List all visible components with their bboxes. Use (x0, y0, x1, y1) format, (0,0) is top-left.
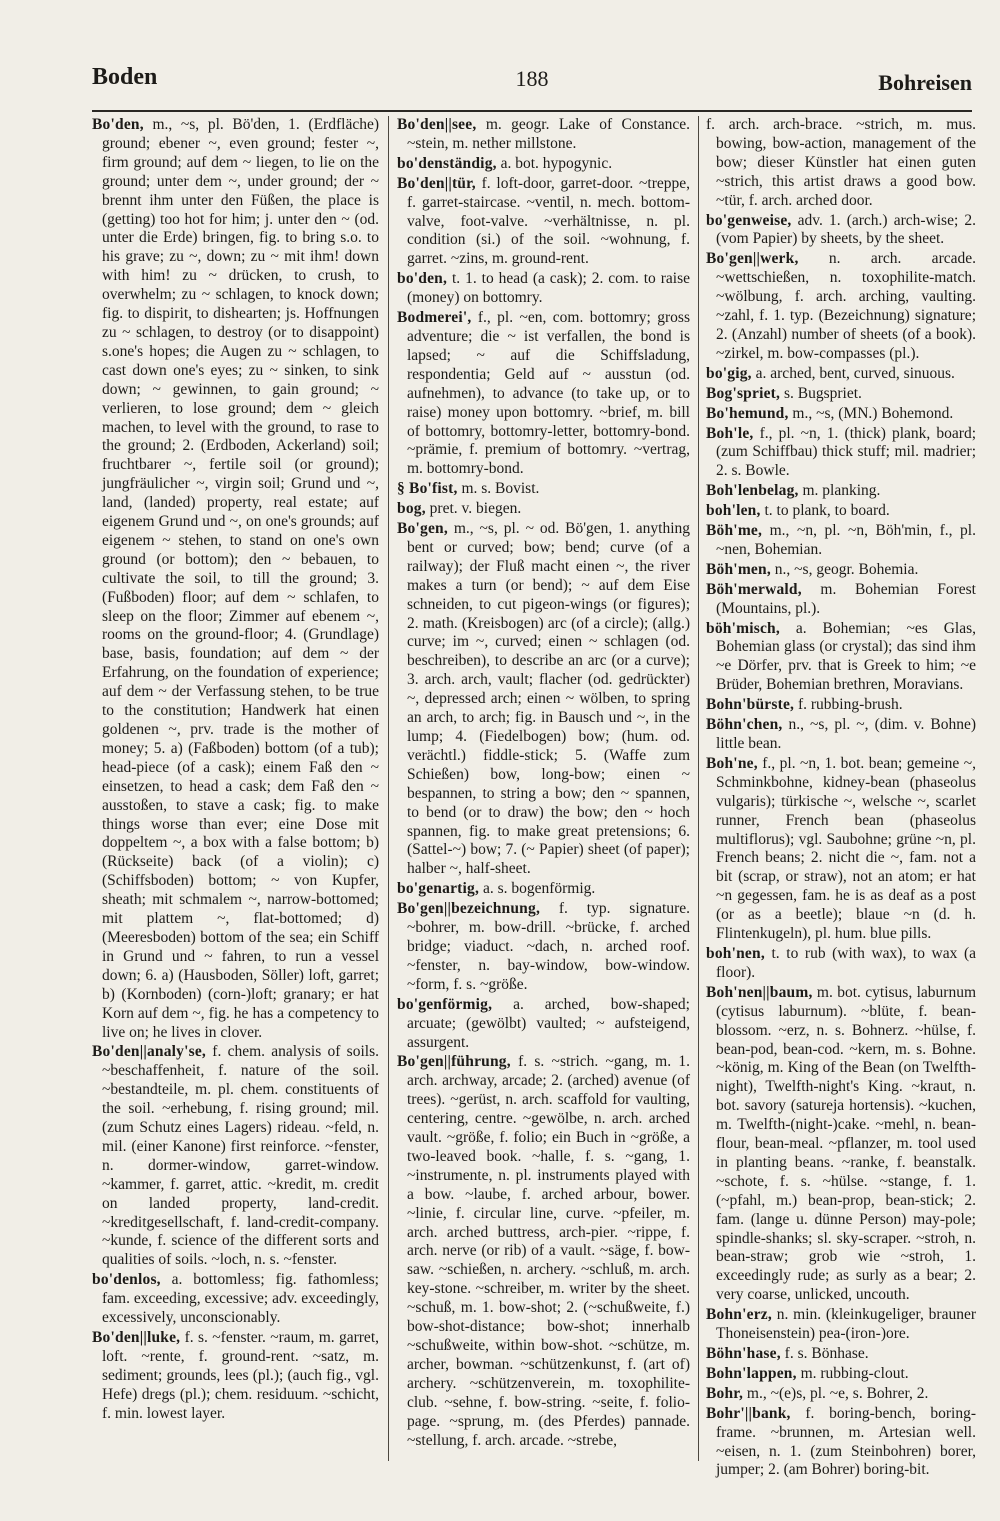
dictionary-entry (706, 1306, 976, 1344)
dictionary-entry (397, 996, 690, 1053)
dictionary-entry (706, 945, 976, 983)
entry-headword: Bohr, (706, 1384, 744, 1402)
dictionary-entry (92, 1329, 379, 1424)
dictionary-entry (92, 1271, 379, 1328)
entry-headword: boh'nen, (706, 944, 765, 962)
entry-definition: pret. v. biegen. (425, 500, 522, 518)
entry-headword: § Bo'fist, (397, 480, 458, 498)
entry-definition: f. s. Bönhase. (780, 1345, 869, 1362)
entry-definition: f. rubbing-brush. (794, 696, 903, 714)
entry-headword: Bo'den||see, (397, 116, 477, 133)
column-2 (397, 116, 690, 1461)
dictionary-entry (706, 250, 976, 363)
entry-headword: Bog'spriet, (706, 384, 781, 402)
dictionary-entry (706, 502, 976, 521)
page-header (92, 64, 972, 104)
dictionary-entry (706, 425, 976, 482)
entry-definition: m. Bohemian Forest (Mountains, pl.). (716, 580, 976, 617)
dictionary-entry (706, 482, 976, 501)
entry-definition: m. rubbing-clout. (796, 1364, 909, 1382)
entry-headword: bo'gig, (706, 364, 752, 382)
dictionary-entry (706, 1365, 976, 1384)
entry-definition: m., ~s, pl. ~ od. Bö'gen, 1. anything bent or curved; bow; bend; curve (of a railway); der Fluß macht einen ~, the river makes a turn (or bend); ~ auf dem Eise schneiden, to cut pigeon-wings (or figures); 2. math. (Kreisbogen) arc (of a circle); (allg.) curve; im ~, curved; einen ~ schlagen (od. beschreiben), to describe an arc (or a curve); 3. arch. arch, vault; flacher (od. gedrückter) ~, depressed arch; einen ~ wölben, to spring an arch, to arch; fig. in Bausch und ~, in the lump; 4. (Fiedelbogen) bow; (hum. od. verächtl.) fiddle-stick; 5. (Waffe zum Schießen) bow, long-bow; einen ~ bespannen, to string a bow; den ~ spannen, to bend (or to draw) the bow; den ~ hoch spannen, fig. to make great pretensions; 6. (Sattel-~) bow; 7. (~ Papier) sheet (of paper); halber ~, half-sheet. (407, 520, 690, 878)
entry-headword: Bo'den||tür, (397, 174, 476, 192)
dictionary-entry (397, 155, 690, 174)
entry-definition: a. arched, bent, curved, sinuous. (751, 364, 955, 382)
entry-headword: Boh'ne, (706, 754, 758, 772)
entry-headword: böh'misch, (706, 619, 780, 637)
dictionary-entry (706, 522, 976, 560)
entry-headword: bo'denständig, (397, 154, 497, 172)
dictionary-entry (397, 175, 690, 270)
entry-definition: f. boring-bench, boring-frame. ~brunnen, m. Artesian well. ~eisen, n. 1. (zum Steinbohren) borer, jumper; 2. (am Bohrer) boring-bit. (716, 1404, 976, 1479)
entry-definition: m. bot. cytisus, laburnum (cytisus laburnum). ~blüte, f. bean-blossom. ~erz, n. s. Bohnerz. ~hülse, f. bean-pod, bean-cod. ~kern, m. s. Bohne. ~könig, m. King of the Bean (on Twelfth-night), Twelfth-night's King. ~kraut, n. bot. savory (satureja hortensis). ~kuchen, m. Twelfth-(night-)cake. ~mehl, n. bean-flour, bean-meal. ~pflanzer, m. tool used in planting beans. ~ranke, f. beanstalk. ~schote, f. s. ~hülse. ~stange, f. 1. (~pfahl, m.) bean-prop, bean-stick; 2. fam. (lange u. dünne Person) may-pole; spindle-shanks; sl. sky-scraper. ~stroh, n. bean-straw; grob wie ~stroh, 1. exceedingly rude; as surly as a bear; 2. very coarse, unlicked, uncouth. (716, 983, 976, 1304)
entry-definition: n. arch. arcade. ~wettschießen, n. toxophilite-match. ~wölbung, f. arch. arching, vaulting. ~zahl, f. 1. typ. (Bezeichnung) signature; 2. (Anzahl) number of sheets (of a book). ~zirkel, m. bow-compasses (pl.). (716, 250, 976, 362)
dictionary-entry (397, 480, 690, 499)
entry-headword: bo'genweise, (706, 211, 792, 229)
entry-headword: Bo'den||analy'se, (92, 1043, 207, 1061)
dictionary-entry (397, 500, 690, 519)
dictionary-entry (706, 581, 976, 619)
dictionary-entry (706, 696, 976, 715)
entry-definition: m., ~(e)s, pl. ~e, s. Bohrer, 2. (743, 1384, 929, 1402)
entry-definition: f. loft-door, garret-door. ~treppe, f. garret-staircase. ~ventil, n. mech. bottom-valve, foot-valve. ~verhältnisse, n. pl. condition (si.) of the soil. ~wohnung, f. garret. ~zins, m. ground-rent. (407, 174, 690, 268)
entry-definition: adv. 1. (arch.) arch-wise; 2. (vom Papier) by sheets, by the sheet. (716, 211, 976, 248)
dictionary-entry (706, 716, 976, 754)
entry-headword: Bodmerei', (397, 309, 472, 327)
dictionary-entry (706, 405, 976, 424)
entry-headword: Boh'le, (706, 424, 754, 442)
entry-definition: t. to rub (with wax), to wax (a floor). (716, 944, 976, 981)
dictionary-entry (397, 270, 690, 308)
dictionary-entry (706, 620, 976, 696)
entry-headword: Bo'den||luke, (92, 1329, 181, 1346)
entry-headword: Böh'men, (706, 560, 771, 578)
entry-headword: boh'len, (706, 502, 761, 520)
entry-headword: bo'denlos, (92, 1271, 161, 1289)
entry-headword: Boh'lenbelag, (706, 482, 799, 500)
running-head-left: Boden (92, 64, 158, 90)
entry-headword: bo'den, (397, 270, 448, 288)
entry-definition: f. s. ~strich. ~gang, m. 1. arch. archway, arcade; 2. (arched) avenue (of trees). ~gerüst, n. arch. scaffold for vaulting, centering, centre. ~gewölbe, n. arch. arched vault. ~größe, f. folio; ein Buch in ~größe, a two-leaved book. ~halle, f. s. ~gang, 1. ~instrumente, n. pl. instruments played with a bow. ~laube, f. arched arbour, bower. ~linie, f. circular line, curve. ~pfeiler, m. arch. arched buttress, arch-pier. ~rippe, f. arch. nerve (or rib) of a vault. ~säge, f. bow-saw. ~schießen, n. archery. ~schluß, m. arch. key-stone. ~schreiber, m. writer by the sheet. ~schuß, m. 1. bow-shot; 2. (~schußweite, f.) bow-shot-distance; bow-shot; innerhalb ~schußweite, within bow-shot. ~schütze, m. archer, bowman. ~schützenkunst, f. (art of) archery. ~schützenverein, m. toxophilite-club. ~sehne, f. bow-string. ~seite, f. folio-page. ~sprung, m. (des Pferdes) pannade. ~stellung, f. arch. arcade. ~strebe, (407, 1053, 690, 1449)
entry-headword: Boh'nen||baum, (706, 983, 813, 1001)
entry-definition: f., pl. ~n, 1. (thick) plank, board; (zum Schiffbau) thick stuff; mil. madrier; 2. s. Bowle. (716, 424, 976, 480)
entry-headword: Bohr'||bank, (706, 1404, 791, 1422)
page-number: 188 (515, 66, 549, 91)
entry-headword: Böhn'chen, (706, 716, 783, 734)
dictionary-entry (706, 116, 976, 211)
entry-definition: f., pl. ~en, com. bottomry; gross adventure; die ~ ist verfallen, the bond is lapsed; ~ auf die Schiffsladung, respondentia; Geld auf ~ ausstun (od. aufnehmen), to advance (to take up, or to raise) money upon bottomry. ~brief, m. bill of bottomry, bottomry-letter, bottomry-bond. ~prämie, f. premium of bottomry. ~vertrag, m. bottomry-bond. (407, 309, 690, 478)
column-divider (388, 116, 389, 1461)
entry-definition: m. geogr. Lake of Constance. ~stein, m. nether millstone. (407, 116, 690, 152)
dictionary-entry (706, 385, 976, 404)
entry-definition: a. Bohemian; ~es Glas, Bohemian glass (or crystal); das sind ihm ~e Dörfer, prv. that is Greek to him; ~e Brüder, Bohemian brethren, Moravians. (716, 619, 976, 694)
dictionary-entry (706, 1345, 976, 1364)
entry-headword: bo'genförmig, (397, 995, 493, 1013)
entry-headword: Böh'merwald, (706, 580, 802, 598)
entry-headword: bo'genartig, (397, 880, 480, 898)
dictionary-entry (397, 520, 690, 879)
dictionary-entry (706, 984, 976, 1305)
entry-definition: m., ~s, (MN.) Bohemond. (788, 404, 954, 422)
dictionary-entry (706, 561, 976, 580)
entry-definition: n., ~s, pl. ~, (dim. v. Bohne) little bean. (716, 716, 976, 752)
entry-headword: Bo'gen||werk, (706, 250, 799, 268)
entry-headword: Bohn'bürste, (706, 696, 795, 714)
entry-definition: n. min. (kleinkugeliger, brauner Thoneisenstein) pea-(iron-)ore. (716, 1306, 976, 1343)
entry-headword: Bo'gen, (397, 520, 448, 538)
dictionary-entry (706, 755, 976, 944)
entry-definition: f. s. ~fenster. ~raum, m. garret, loft. ~rente, f. ground-rent. ~satz, m. sediment; grounds, lees (pl.); (auch fig., vgl. Hefe) dregs (pl.); chem. residuum. ~schicht, f. min. lowest layer. (102, 1329, 379, 1422)
dictionary-entry (397, 116, 690, 154)
entry-definition: m., ~s, pl. Bö'den, 1. (Erdfläche) ground; ebener ~, even ground; fester ~, firm ground; auf dem ~ liegen, to lie on the ground; unter dem ~, under ground; der ~ brennt ihm unter den Füßen, the place is (getting) too hot for him; j. unter den ~ (od. unter die Erde) bringen, fig. to bring s.o. to his grave; zu ~, down; zu ~ mit ihm! down with him! zu ~ drücken, to crush, to overwhelm; zu ~ schlagen, to knock down; fig. to dispirit, to dishearten; js. Hoffnungen zu ~ schlagen, to destroy (or to disappoint) s.one's hopes; die Augen zu ~ schlagen, to cast down one's eyes; zu ~ sinken, to sink down; ~ gewinnen, to gain ground; ~ verlieren, to lose ground; dem ~ gleich machen, to level with the ground, to rase to the ground; 2. (Erdboden, Ackerland) soil; fruchtbarer ~, fertile soil (or ground); jungfräulicher ~, virgin soil; Grund und ~, land, (landed) property, real estate; auf eigenem Grund und ~, on one's grounds; auf eigenem ~ stehen, to stand on one's own ground (or bottom); den ~ bebauen, to cultivate the soil, to till the ground; 3. (Fußboden) floor; auf dem ~ schlafen, to sleep on the floor; Zimmer auf ebenem ~, rooms on the ground-floor; 4. (Grundlage) base, basis, foundation; auf dem ~ der Erfahrung, on the foundation of experience; auf dem ~ der Verfassung stehen, to be true to the constitution; Handwerk hat einen goldenen ~, prv. trade is the mother of money; 5. a) (Faßboden) bottom (of a tub); head-piece (of a cask); einem Faß den ~ einsetzen, to head a cask; dem Faß den ~ ausstoßen, to stave a cask; fig. to make things worse than ever; eine Dose mit doppeltem ~, a box with a false bottom; b) (Rückseite) back (of a violin); c) (Schiffsboden) bottom; ~ von Kupfer, sheath; mit schmalem ~, narrow-bottomed; mit plattem ~, flat-bottomed; d) (Meeresboden) bottom of the sea; ein Schiff in Grund und ~ fahren, to run a vessel down; 6. a) (Hausboden, Söller) loft, garret; b) (Kornboden) (corn-)loft; granary; er hat Korn auf dem ~, fig. he has a competency to live on; he lives in clover. (102, 116, 379, 1041)
running-head-right: Bohreisen (878, 70, 972, 95)
entry-definition: s. Bugspriet. (780, 384, 862, 402)
dictionary-entry (397, 1053, 690, 1450)
entry-definition: f. arch. arch-brace. ~strich, m. mus. bowing, bow-action, management of the bow; dieser Künstler hat einen guten ~strich, this artist draws a good bow. ~tür, f. arch. arched door. (706, 116, 976, 209)
entry-definition: a. bottomless; fig. fathomless; fam. exceeding, excessive; adv. exceedingly, excessively, unconscionably. (102, 1271, 379, 1327)
dictionary-entry (706, 1405, 976, 1481)
dictionary-entry (706, 1385, 976, 1404)
column-divider (698, 116, 699, 1461)
entry-definition: m. s. Bovist. (457, 480, 540, 498)
entry-definition: t. to plank, to board. (760, 502, 890, 520)
dictionary-entry (397, 309, 690, 479)
entry-definition: a. s. bogenförmig. (479, 880, 596, 898)
entry-definition: f., pl. ~n, 1. bot. bean; gemeine ~, Schminkbohne, kidney-bean (phaseolus vulgaris); türkische ~, welsche ~, scarlet runner, French bean (phaseolus multiflorus); vgl. Saubohne; grüne ~n, pl. French beans; 2. nicht die ~, fam. not a bit (scrap, or straw), not an atom; er hat ~n gegessen, fam. he is as deaf as a post (or as a beetle); blaue ~n (d. h. Flintenkugeln), pl. hum. blue pills. (716, 754, 976, 943)
entry-headword: Bohn'erz, (706, 1306, 772, 1324)
entry-headword: Bo'gen||bezeichnung, (397, 900, 541, 918)
entry-definition: a. arched, bow-shaped; arcuate; (gewölbt) vaulted; ~ aufsteigend, assurgent. (407, 995, 690, 1051)
entry-headword: Bo'hemund, (706, 404, 789, 422)
dictionary-entry (706, 212, 976, 250)
entry-definition: m., ~n, pl. ~n, Böh'min, f., pl. ~nen, Bohemian. (716, 522, 976, 558)
entry-definition: m. planking. (798, 482, 881, 500)
entry-headword: Bo'gen||führung, (397, 1053, 511, 1071)
entry-headword: bog, (397, 500, 426, 518)
header-rule (92, 110, 972, 112)
dictionary-entry (397, 900, 690, 995)
entry-definition: t. 1. to head (a cask); 2. com. to raise (money) on bottomry. (407, 270, 690, 307)
dictionary-entry (92, 1043, 379, 1270)
entry-definition: f. chem. analysis of soils. ~beschaffenheit, f. nature of the soil. ~bestandteile, m. pl. chem. constituents of the soil. ~erhebung, f. rising ground; mil. (zum Schutz eines Lagers) rideau. ~feld, n. mil. (einer Kanone) first reinforce. ~fenster, n. dormer-window, garret-window. ~kammer, f. garret, attic. ~kredit, m. credit on landed property, land-credit. ~kreditgesellschaft, f. land-credit-company. ~kunde, f. science of the different sorts and qualities of soils. ~loch, n. s. ~fenster. (102, 1043, 379, 1269)
entry-headword: Böh'me, (706, 522, 763, 540)
column-1 (92, 116, 379, 1461)
dictionary-entry (706, 365, 976, 384)
dictionary-entry (92, 116, 379, 1042)
dictionary-entry (397, 880, 690, 899)
entry-headword: Böhn'hase, (706, 1345, 781, 1362)
entry-definition: a. bot. hypogynic. (496, 154, 613, 172)
entry-headword: Bohn'lappen, (706, 1364, 797, 1382)
entry-definition: n., ~s, geogr. Bohemia. (770, 560, 919, 578)
column-3 (706, 116, 976, 1479)
entry-headword: Bo'den, (92, 116, 144, 133)
entry-definition: f. typ. signature. ~bohrer, m. bow-drill. ~brücke, f. arched bridge; viaduct. ~dach, n. arched roof. ~fenster, n. bay-window, bow-window. ~form, f. s. ~größe. (407, 900, 690, 993)
